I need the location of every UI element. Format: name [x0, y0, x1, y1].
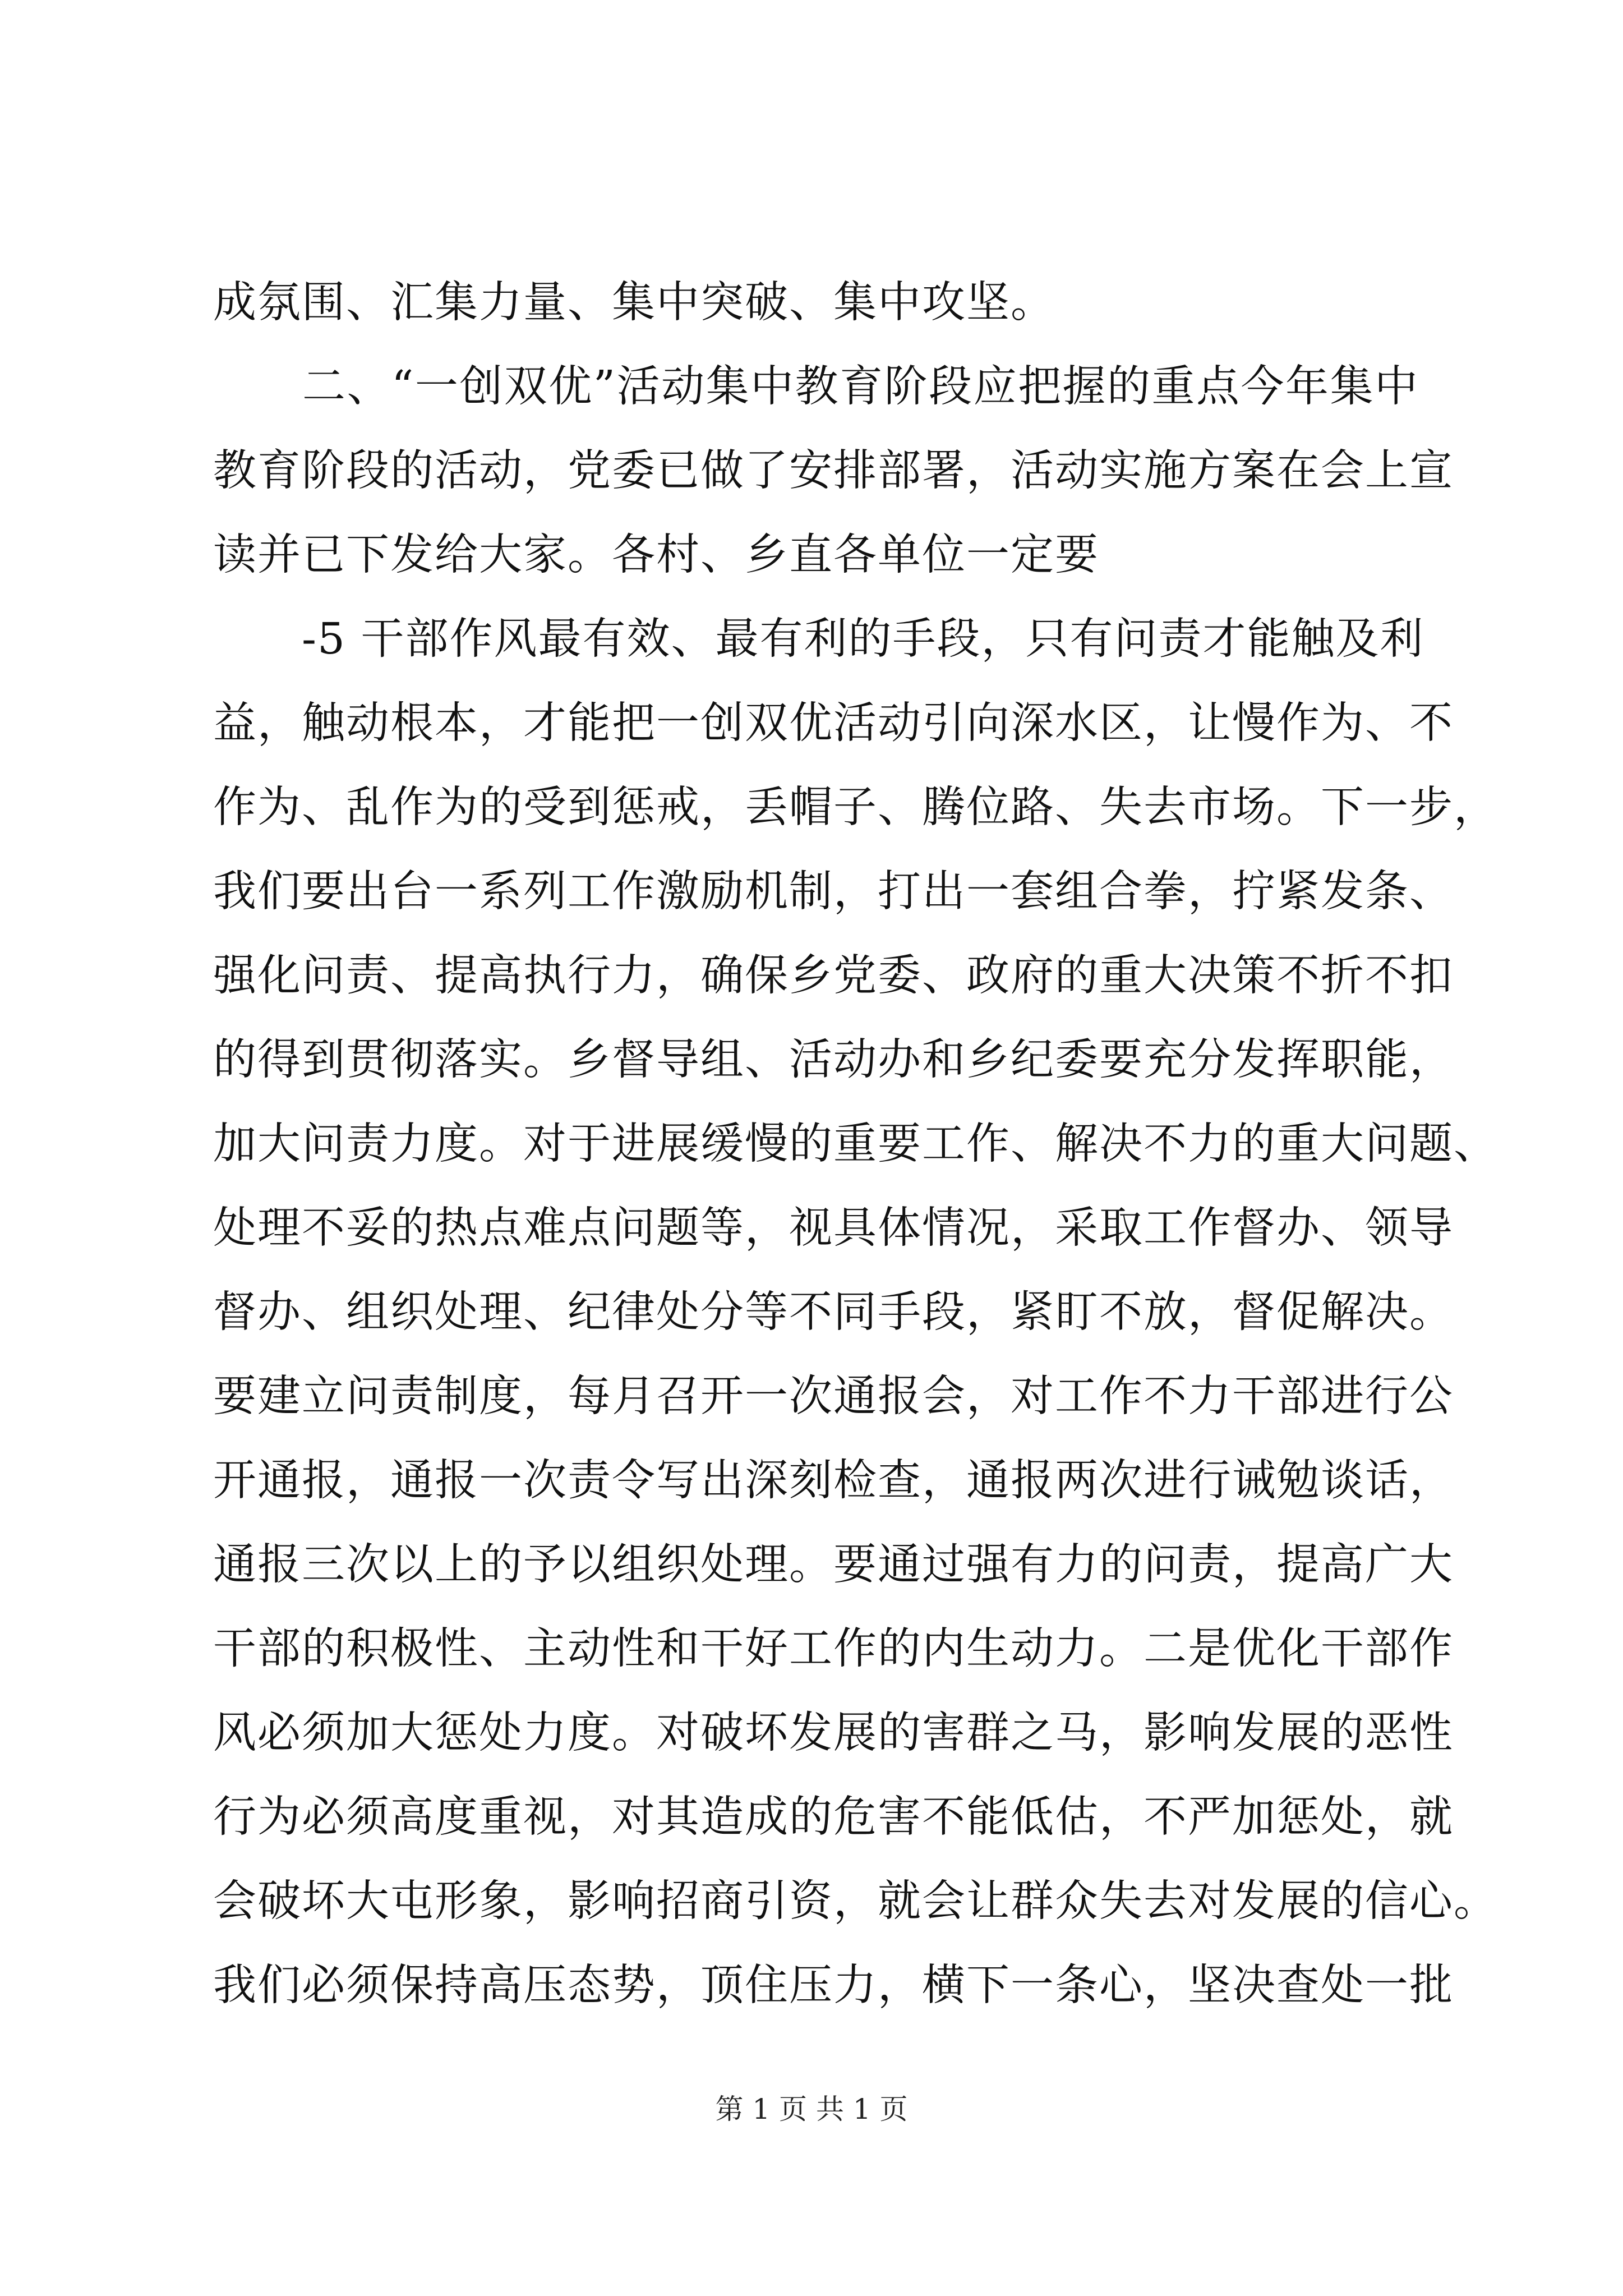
text-line: 读并已下发给大家。各村、乡直各单位一定要 — [213, 530, 1099, 580]
text-line: 的得到贯彻落实。乡督导组、活动办和乡纪委要充分发挥职能， — [213, 1035, 1454, 1085]
text-line: 强化问责、提高执行力，确保乡党委、政府的重大决策不折不扣 — [213, 951, 1454, 1001]
text-line: 我们必须保持高压态势，顶住压力，横下一条心，坚决查处一批 — [213, 1961, 1454, 2010]
text-line: 二、“一创双优”活动集中教育阶段应把握的重点今年集中 — [213, 362, 1419, 412]
text-line: 益，触动根本，才能把一创双优活动引向深水区，让慢作为、不 — [213, 698, 1454, 748]
text-line: 要建立问责制度，每月召开一次通报会，对工作不力干部进行公 — [213, 1372, 1454, 1421]
text-line: 通报三次以上的予以组织处理。要通过强有力的问责，提高广大 — [213, 1540, 1454, 1590]
text-line: 我们要出台一系列工作激励机制，打出一套组合拳，拧紧发条、 — [213, 867, 1454, 917]
text-line: 督办、组织处理、纪律处分等不同手段，紧盯不放，督促解决。 — [213, 1287, 1454, 1337]
text-line: 风必须加大惩处力度。对破坏发展的害群之马，影响发展的恶性 — [213, 1708, 1454, 1758]
text-line: -5 干部作风最有效、最有利的手段，只有问责才能触及利 — [213, 614, 1424, 664]
text-line: 会破坏大屯形象，影响招商引资，就会让群众失去对发展的信心。 — [213, 1876, 1498, 1926]
page-footer: 第 1 页 共 1 页 — [715, 2093, 908, 2125]
text-line: 加大问责力度。对于进展缓慢的重要工作、解决不力的重大问题、 — [213, 1119, 1498, 1169]
text-line: 成氛围、汇集力量、集中突破、集中攻坚。 — [213, 278, 1055, 328]
text-line: 教育阶段的活动，党委已做了安排部署，活动实施方案在会上宣 — [213, 446, 1454, 496]
text-line: 干部的积极性、主动性和干好工作的内生动力。二是优化干部作 — [213, 1624, 1454, 1674]
text-line: 作为、乱作为的受到惩戒，丢帽子、腾位路、失去市场。下一步， — [213, 783, 1498, 832]
text-line: 开通报，通报一次责令写出深刻检查，通报两次进行诫勉谈话， — [213, 1456, 1454, 1506]
text-line: 处理不妥的热点难点问题等，视具体情况，采取工作督办、领导 — [213, 1203, 1454, 1253]
text-line: 行为必须高度重视，对其造成的危害不能低估，不严加惩处，就 — [213, 1792, 1454, 1842]
